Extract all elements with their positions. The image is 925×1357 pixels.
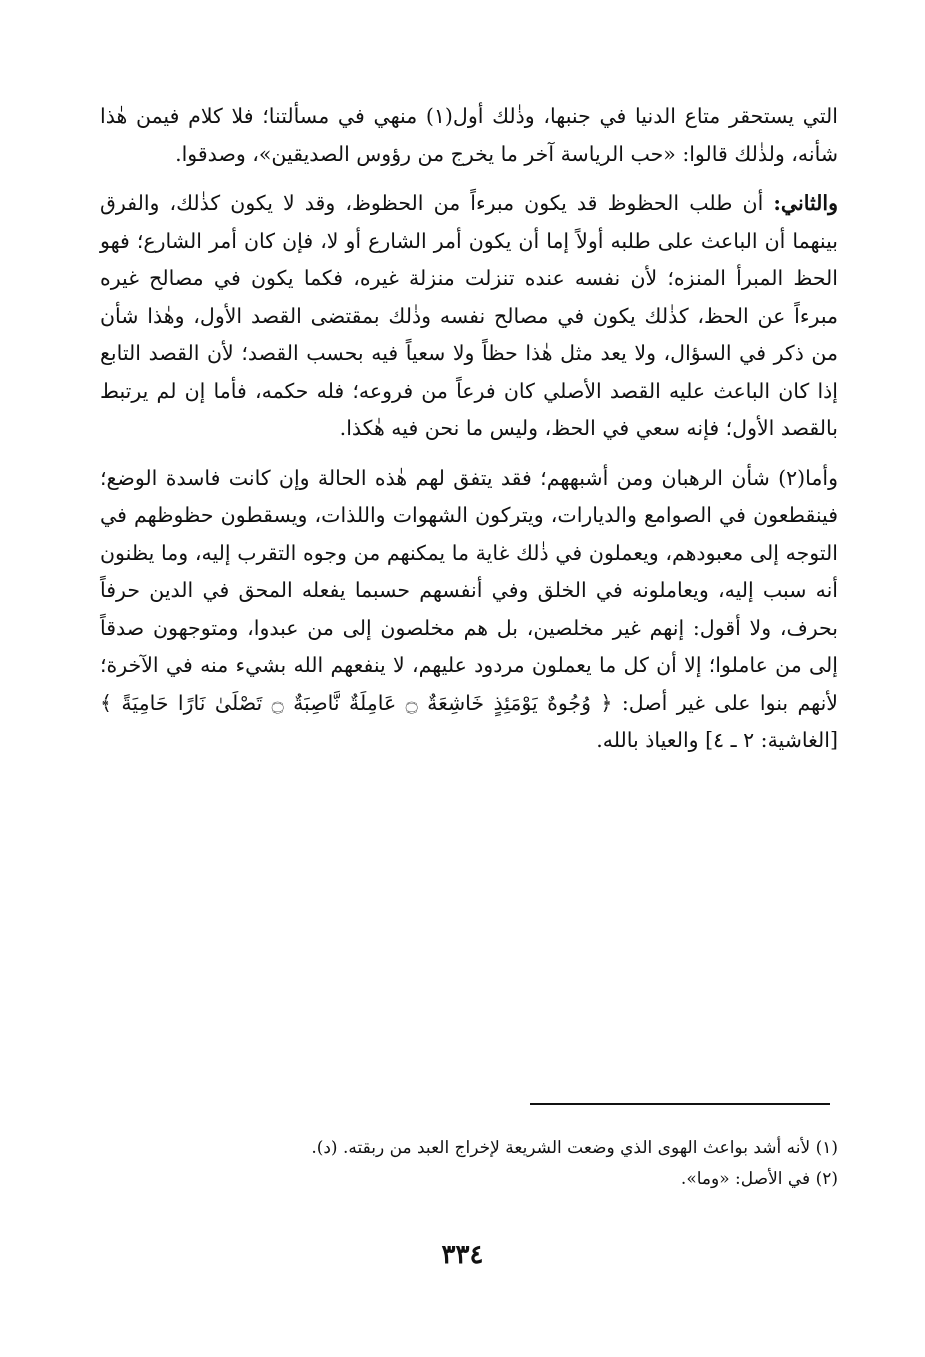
paragraph-end: والعياذ بالله.	[596, 728, 706, 752]
footnote-separator	[530, 1103, 830, 1105]
quran-verse: ﴿ وُجُوهٌ يَوْمَئِذٍ خَاشِعَةٌ ۝ عَامِلَةٌ نَّاصِبَةٌ ۝ تَصْلَىٰ نَارًا حَامِيَةً ﴾	[100, 690, 613, 715]
paragraph-text: وأما(٢) شأن الرهبان ومن أشبههم؛ فقد يتفق لهم هٰذه الحالة وإن كانت فاسدة الوضع؛ فينقطعون في الصوامع والديارات، ويتركون الشهوات واللذات، ويسقطون حظوظهم في التوجه إلى معبودهم، ويعملون في ذٰلك غاية ما يمكنهم من وجوه التقرب إليه، وما يظنون أنه سبب إليه، ويعاملونه في الخلق وفي أنفسهم حسبما يفعله المحق في الدين حرفاً بحرف، ولا أقول: إنهم غير مخلصين، بل هم مخلصون إلى من عبدوا، ومتوجهون صدقاً إلى من عاملوا؛ إلا أن كل ما يعملون مردود عليهم، لا ينفعهم الله بشيء منه في الآخرة؛ لأنهم بنوا على غير أصل:	[100, 465, 838, 715]
paragraph-3	[100, 460, 838, 760]
main-text	[100, 98, 838, 772]
page-number: ٣٣٤	[441, 1240, 484, 1270]
paragraph-text: أن طلب الحظوظ قد يكون مبرءاً من الحظوظ، وقد لا يكون كذٰلك، والفرق بينهما أن الباعث على طلبه أولاً إما أن يكون أمر الشارع أو لا، فإن كان أمر الشارع؛ فهو الحظ المبرأ المنزه؛ لأن نفسه عنده تنزلت منزلة غيره، فكما يكون في مصالح غيره مبرءاً عن الحظ، كذٰلك يكون في مصالح نفسه وذٰلك بمقتضى القصد الأول، وهٰذا شأن من ذكر في السؤال، ولا يعد مثل هٰذا حظاً ولا سعياً فيه بحسب القصد؛ لأن القصد التابع إذا كان الباعث عليه القصد الأصلي كان فرعاً من فروعه؛ فله حكمه، فأما إن لم يرتبط بالقصد الأول؛ فإنه سعي في الحظ، وليس ما نحن فيه هٰكذا.	[100, 191, 838, 440]
footnotes	[100, 1133, 838, 1195]
verse-citation: [الغاشية: ٢ ـ ٤]	[705, 728, 838, 752]
paragraph-lead: والثاني:	[773, 191, 838, 215]
paragraph-1	[100, 98, 838, 173]
footnote: (١) لأنه أشد بواعث الهوى الذي وضعت الشريعة لإخراج العبد من ربقته. (د).	[311, 1138, 838, 1158]
paragraph-2	[100, 185, 838, 448]
footnote: (٢) في الأصل: «وما».	[680, 1169, 838, 1189]
paragraph-text: التي يستحقر متاع الدنيا في جنبها، وذٰلك أول(١) منهي في مسألتنا؛ فلا كلام فيمن هٰذا شأنه، ولذٰلك قالوا: «حب الرياسة آخر ما يخرج من رؤوس الصديقين»، وصدقوا.	[100, 104, 838, 166]
